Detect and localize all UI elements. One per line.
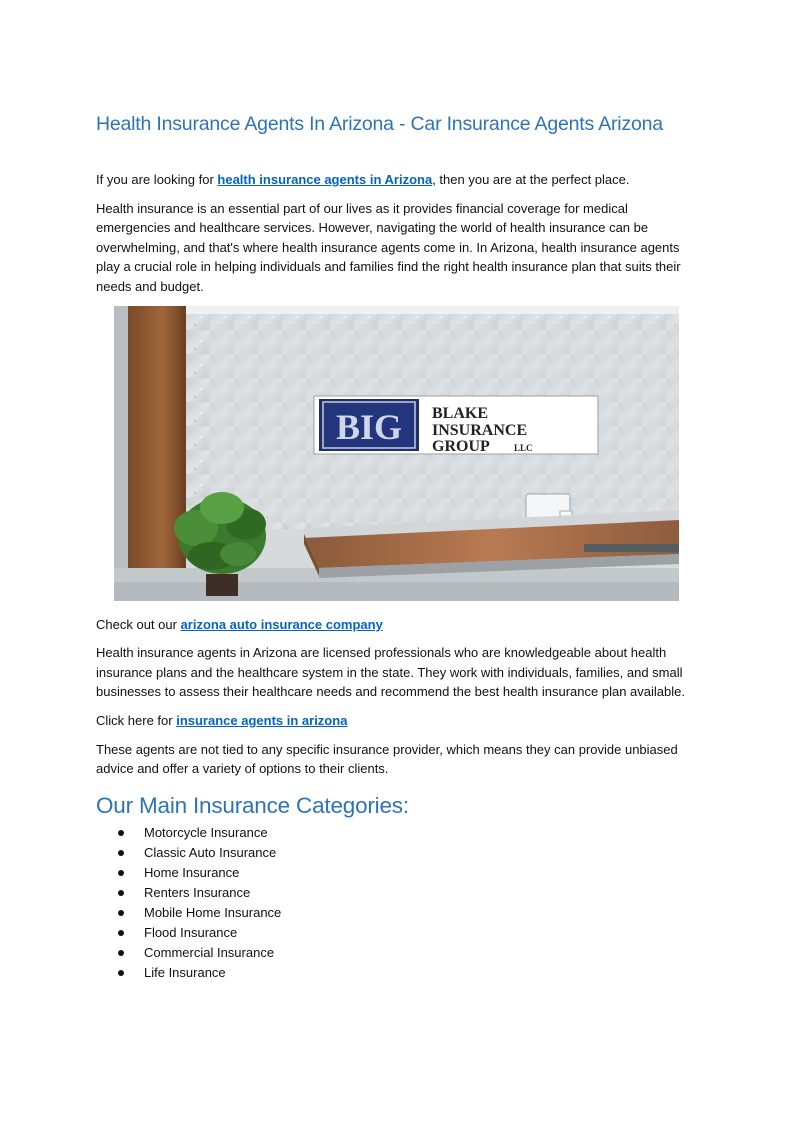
intro-text-before: If you are looking for [96,172,218,187]
bullet-icon [118,910,124,916]
category-label: Motorcycle Insurance [144,824,268,840]
checkout-text: Check out our [96,616,181,632]
category-label: Life Insurance [144,964,226,980]
paragraph-health-insurance: Health insurance is an essential part of our lives as it provides financial coverage for medical emergencies and healthcare services. However, navigating the world of health insurance can be overwhelming, and that's where health insurance agents come in. In Arizona, health insurance agents play a crucial role in helping individuals and families find the right health insurance plan that suits their needs and budget. [96,200,681,294]
logo-monogram: BIG [335,406,403,447]
intro-paragraph [96,170,702,190]
page-title: Health Insurance Agents In Arizona - Car Insurance Agents Arizona [96,113,663,135]
category-label: Flood Insurance [144,924,238,940]
category-label: Classic Auto Insurance [144,844,277,860]
logo-line-1: BLAKE [432,404,489,422]
bullet-icon [118,950,124,956]
logo-suffix: LLC [514,442,533,453]
categories-heading: Our Main Insurance Categories: [96,792,409,818]
categories-list [96,823,702,983]
paragraph-agents-licensed: Health insurance agents in Arizona are licensed professionals who are knowledgeable about health insurance plans and the healthcare system in the state. They work with individuals, families, and small businesses to assess their healthcare needs and recommend the best health insurance plan available. [96,645,685,700]
category-label: Commercial Insurance [144,944,275,960]
intro-text-after: , then you are at the perfect place. [432,172,630,187]
clickhere-paragraph [96,711,702,731]
arizona-auto-insurance-link[interactable]: arizona auto insurance company [180,616,383,632]
list-item [118,823,702,843]
health-insurance-agents-link[interactable]: health insurance agents in Arizona [217,172,433,187]
list-item [118,863,702,883]
office-reception-image [114,306,679,601]
insurance-agents-arizona-link[interactable]: insurance agents in arizona [176,712,348,728]
clickhere-text: Click here for [96,712,177,728]
category-label: Mobile Home Insurance [144,904,282,920]
bullet-icon [118,830,124,836]
logo-line-3: GROUP [432,437,490,455]
bullet-icon [118,870,124,876]
bullet-icon [118,890,124,896]
bullet-icon [118,970,124,976]
paragraph-unbiased-agents: These agents are not tied to any specific insurance provider, which means they can provide unbiased advice and offer a variety of options to their clients. [96,741,678,777]
list-item [118,943,702,963]
category-label: Home Insurance [144,864,240,880]
document-content [96,113,702,983]
list-item [118,963,702,983]
list-item [118,903,702,923]
bullet-icon [118,850,124,856]
list-item [118,843,702,863]
list-item [118,923,702,943]
bullet-icon [118,930,124,936]
checkout-paragraph [96,615,702,635]
category-label: Renters Insurance [144,884,251,900]
logo-line-2: INSURANCE [432,421,528,439]
list-item [118,883,702,903]
